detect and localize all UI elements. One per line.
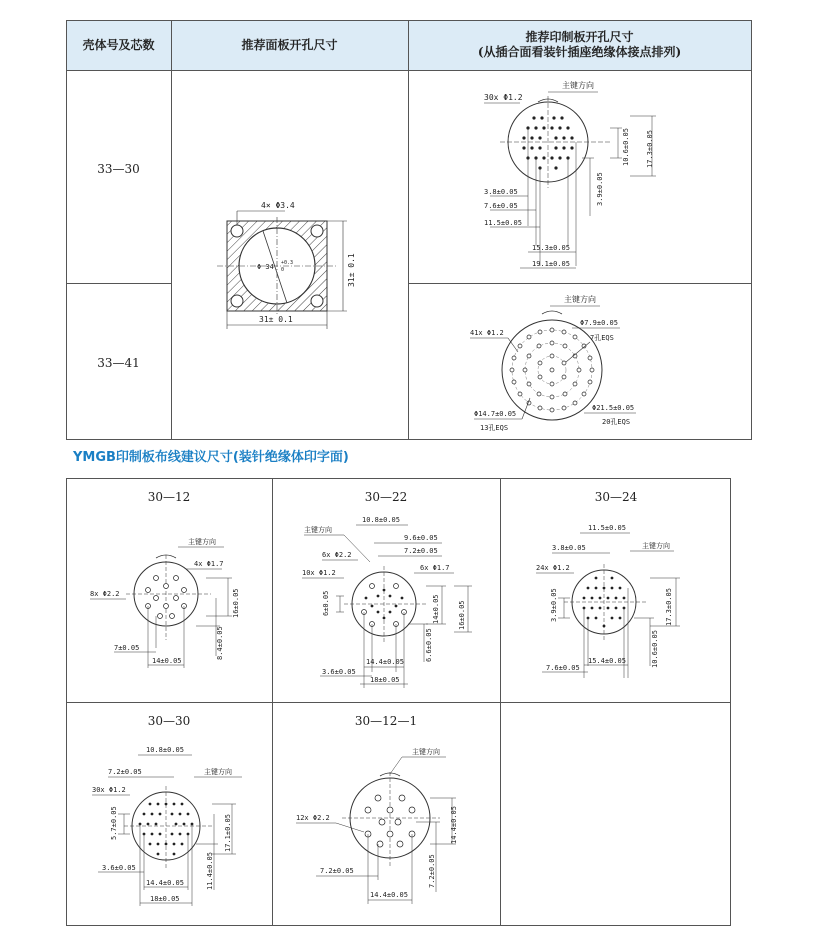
d3022-v2: 14±0.05 (432, 594, 440, 624)
d30121-key: 主键方向 (412, 748, 440, 756)
d3022-key: 主键方向 (304, 526, 332, 534)
d3024-t1: 11.5±0.05 (588, 524, 626, 532)
d30121-w1: 7.2±0.05 (320, 867, 354, 875)
d3022-holes-b: 10x Φ1.2 (302, 569, 336, 577)
row-label-33-41: 33—41 (97, 356, 140, 370)
d3030-w2: 14.4±0.05 (146, 879, 184, 887)
d3024-v1: 3.9±0.05 (550, 588, 558, 622)
pcb-33-30-d1: 3.8±0.05 (484, 188, 518, 196)
d3022-w3: 18±0.05 (370, 676, 400, 684)
d3012-h2: 8.4±0.05 (216, 626, 224, 660)
d3022-holes-a: 6x Φ2.2 (322, 551, 352, 559)
drawing-30-12-1 (290, 740, 490, 910)
pcb-33-30-v2: 17.3±0.05 (646, 130, 654, 168)
d3030-w3: 18±0.05 (150, 895, 180, 903)
d3030-w1: 3.6±0.05 (102, 864, 136, 872)
panel-tol-bottom: 0 (281, 267, 285, 273)
d3012-holes-a: 4x Φ1.7 (194, 560, 224, 568)
row-label-33-30: 33—30 (97, 162, 140, 176)
d3022-v3: 16±0.05 (458, 600, 466, 630)
header-panel-cutout: 推荐面板开孔尺寸 (241, 37, 338, 52)
pcb-33-30-key: 主键方向 (562, 81, 594, 90)
pcb-33-30-d2: 7.6±0.05 (484, 202, 518, 210)
panel-center-label: Φ 34 (257, 263, 274, 271)
panel-height-label: 31± 0.1 (347, 253, 356, 287)
d3012-h1: 16±0.05 (232, 588, 240, 618)
d3022-w2: 14.4±0.05 (366, 658, 404, 666)
pcb-33-41-big-eq: 20孔EQS (602, 418, 631, 426)
d3030-v2: 17.1±0.05 (224, 814, 232, 852)
d30121-holes: 12x Φ2.2 (296, 814, 330, 822)
panel-width-label: 31± 0.1 (259, 315, 293, 324)
pcb-33-41-big-circle: Φ21.5±0.05 (592, 404, 635, 412)
d3022-w1: 3.6±0.05 (322, 668, 356, 676)
pcb-33-30-d4: 15.3±0.05 (532, 244, 570, 252)
pcb-33-41-holes: 41x Φ1.2 (470, 329, 504, 337)
d3022-v4: 6.6±0.05 (425, 628, 433, 662)
header-pcb-line2: (从插合面看装针插座绝缘体接点排列) (477, 45, 682, 59)
d3012-key: 主键方向 (188, 538, 216, 546)
d3012-w2: 14±0.05 (152, 657, 182, 665)
header-shell-number: 壳体号及芯数 (82, 37, 155, 52)
section-title: YMGB印制板布线建议尺寸(装针绝缘体印字面) (73, 450, 349, 465)
pcb-33-30-d5: 19.1±0.05 (532, 260, 570, 268)
panel-tol-top: +0.3 (281, 260, 294, 266)
d3024-v3: 10.6±0.05 (651, 630, 659, 668)
d3024-w1: 7.6±0.05 (546, 664, 580, 672)
d3024-key: 主键方向 (642, 542, 670, 550)
d3024-holes: 24x Φ1.2 (536, 564, 570, 572)
d3030-v3: 11.4±0.05 (206, 852, 214, 890)
d3022-holes-c: 6x Φ1.7 (420, 564, 450, 572)
d3022-v1: 6±0.05 (322, 590, 330, 616)
d30121-v1: 14.4±0.05 (450, 806, 458, 844)
pcb-33-41-key: 主键方向 (564, 295, 596, 304)
d3022-t1: 10.8±0.05 (362, 516, 400, 524)
d3030-holes: 30x Φ1.2 (92, 786, 126, 794)
cell-title-30-22: 30—22 (364, 490, 408, 504)
cell-title-30-12-1: 30—12—1 (354, 714, 418, 728)
drawing-30-30 (86, 740, 266, 910)
drawing-30-24 (530, 518, 720, 688)
d30121-v2: 7.2±0.05 (428, 854, 436, 888)
drawing-30-12 (86, 530, 266, 670)
pcb-33-30-d3: 11.5±0.05 (484, 219, 522, 227)
pcb-33-30-holes: 30x Φ1.2 (484, 93, 523, 102)
pcb-33-41-inner-circle: Φ14.7±0.05 (474, 410, 517, 418)
d3012-w1: 7±0.05 (114, 644, 140, 652)
pcb-33-30-v3: 3.9±0.05 (596, 172, 604, 206)
d3012-holes-b: 8x Φ2.2 (90, 590, 120, 598)
panel-holes-label: 4× Φ3.4 (261, 201, 295, 210)
drawing-30-22 (296, 512, 496, 692)
cell-title-30-12: 30—12 (147, 490, 191, 504)
d3030-t2: 7.2±0.05 (108, 768, 142, 776)
header-pcb-line1: 推荐印制板开孔尺寸 (525, 30, 634, 44)
d3024-w2: 15.4±0.05 (588, 657, 626, 665)
cell-title-30-30: 30—30 (147, 714, 191, 728)
d3030-key: 主键方向 (204, 768, 232, 776)
cell-title-30-24: 30—24 (594, 490, 638, 504)
pcb-33-41-outer-eq: 7孔EQS (590, 334, 614, 342)
d30121-w2: 14.4±0.05 (370, 891, 408, 899)
d3024-t2: 3.8±0.05 (552, 544, 586, 552)
pcb-33-30-v1: 10.6±0.05 (622, 128, 630, 166)
d3030-v1: 5.7±0.05 (110, 806, 118, 840)
pcb-33-41-inner-eq: 13孔EQS (480, 424, 509, 432)
d3030-t1: 10.8±0.05 (146, 746, 184, 754)
d3022-t2: 9.6±0.05 (404, 534, 438, 542)
d3022-t3: 7.2±0.05 (404, 547, 438, 555)
d3024-v2: 17.3±0.05 (665, 588, 673, 626)
pcb-33-41-outer-circle: Φ7.9±0.05 (580, 319, 618, 327)
